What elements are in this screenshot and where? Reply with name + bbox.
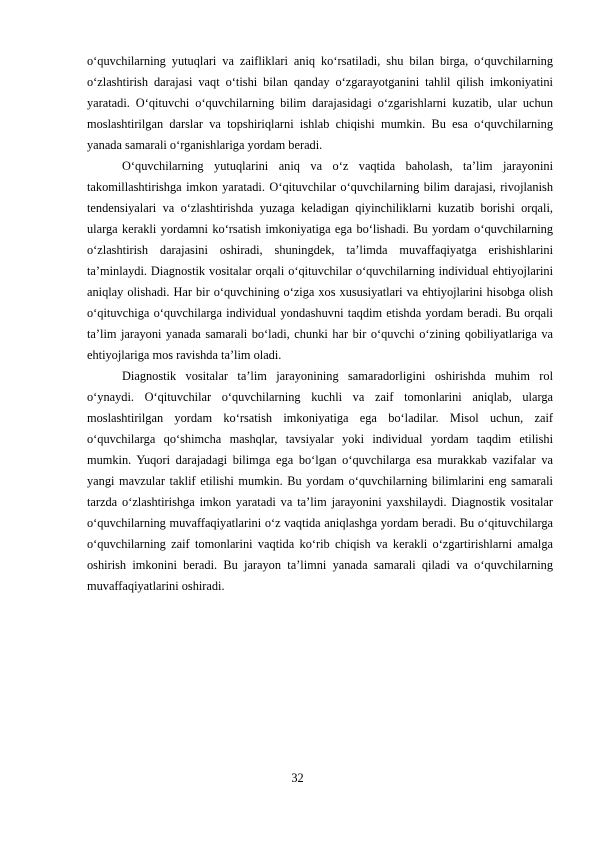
paragraph: O‘quvchilarning yutuqlarini aniq va o‘z vaqtida baholash, ta’lim jarayonini takomillashtirishga imkon yaratadi. O‘qituvchilar o‘quvchilarning bilim darajasi, rivojlanish tendensiyalari va o‘zlashtirishda yuzaga keladigan qiyinchiliklarni kuzatib borishi orqali, ularga kerakli yordamni ko‘rsatish imkoniyatiga ega bo‘lishadi. Bu yordam o‘quvchilarning o‘zlashtirish darajasini oshiradi, shuningdek, ta’limda muvaffaqiyatga erishishlarini ta’minlaydi. Diagnostik vositalar orqali o‘qituvchilar o‘quvchilarning individual ehtiyojlarini aniqlay olishadi. Har bir o‘quvchining o‘ziga xos xususiyatlari va ehtiyojlarini hisobga olish o‘qituvchiga o‘quvchilarga individual yondashuvni taqdim etishda yordam beradi. Bu orqali ta’lim jarayoni yanada samarali bo‘ladi, chunki har bir o‘quvchi o‘zining qobiliyatlariga va ehtiyojlariga mos ravishda ta’lim oladi.	[87, 159, 553, 362]
page-number: 32	[291, 771, 304, 785]
paragraph: o‘quvchilarning yutuqlari va zaifliklari aniq ko‘rsatiladi, shu bilan birga, o‘quvchilarning o‘zlashtirish darajasi vaqt o‘tishi bilan qanday o‘zgarayotganini tahlil qilish imkoniyatini yaratadi. O‘qituvchi o‘quvchilarning bilim darajasidagi o‘zgarishlarni kuzatib, ular uchun moslashtirilgan darslar va topshiriqlarni ishlab chiqishi mumkin. Bu esa o‘quvchilarning yanada samarali o‘rganishlariga yordam beradi.	[87, 54, 553, 152]
body-text	[87, 51, 553, 597]
paragraph: Diagnostik vositalar ta’lim jarayonining samaradorligini oshirishda muhim rol o‘ynaydi. O‘qituvchilar o‘quvchilarning kuchli va zaif tomonlarini aniqlab, ularga moslashtirilgan yordam ko‘rsatish imkoniyatiga ega bo‘ladilar. Misol uchun, zaif o‘quvchilarga qo‘shimcha mashqlar, tavsiyalar yoki individual yordam taqdim etilishi mumkin. Yuqori darajadagi bilimga ega bo‘lgan o‘quvchilarga esa murakkab vazifalar va yangi mavzular taklif etilishi mumkin. Bu yordam o‘quvchilarning bilimlarini eng samarali tarzda o‘zlashtirishga imkon yaratadi va ta’lim jarayonini yaxshilaydi. Diagnostik vositalar o‘quvchilarning muvaffaqiyatlarini o‘z vaqtida aniqlashga yordam beradi. Bu o‘qituvchilarga o‘quvchilarning zaif tomonlarini vaqtida ko‘rib chiqish va kerakli o‘zgartirishlarni amalga oshirish imkonini beradi. Bu jarayon ta’limni yanada samarali qiladi va o‘quvchilarning muvaffaqiyatlarini oshiradi.	[87, 369, 553, 593]
